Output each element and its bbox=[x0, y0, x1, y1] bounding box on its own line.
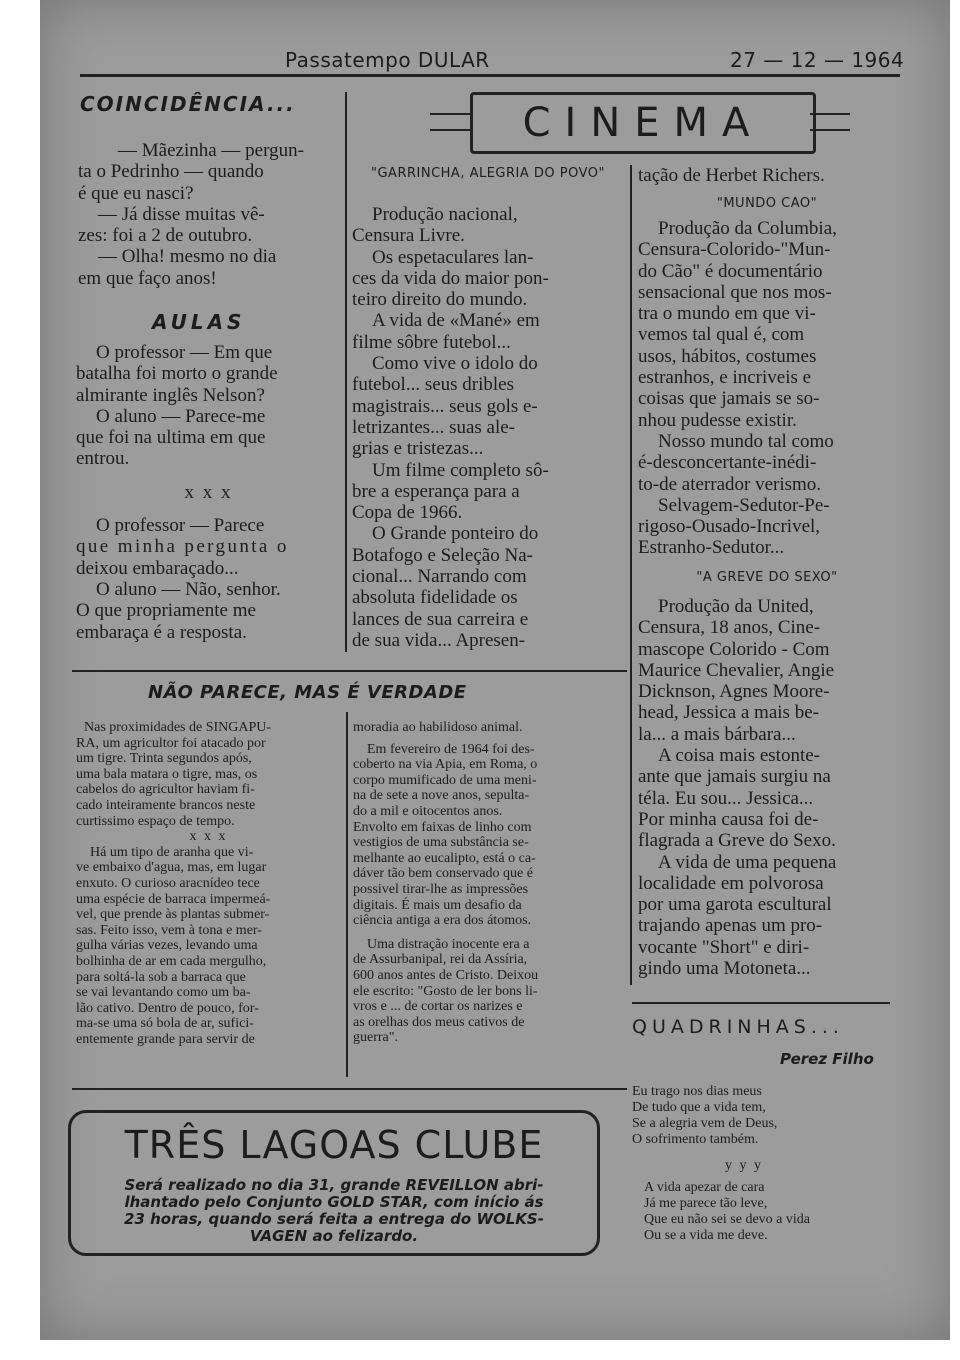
verse-line: O sofrimento também. bbox=[632, 1132, 759, 1147]
aulas-title: AULAS bbox=[152, 310, 246, 334]
text-line: rigoso-Ousado-Incrivel, bbox=[638, 516, 821, 538]
text-line: coberto na via Apia, em Roma, o bbox=[353, 757, 538, 773]
section-rule bbox=[72, 670, 627, 672]
text-line: ele escrito: "Gosto de ler bons li- bbox=[353, 983, 538, 999]
text-line: Nosso mundo tal como bbox=[658, 430, 834, 452]
nao-parece-left bbox=[76, 720, 341, 1047]
text-line: 23 horas, quando será feita a entrega do WOLKS- bbox=[124, 1210, 544, 1228]
text-line: dáver tão bem conservado que é bbox=[353, 866, 533, 882]
text-line: bolhinha de ar em cada mergulho, bbox=[76, 953, 267, 969]
text-line: A vida de «Mané» em bbox=[372, 310, 540, 332]
text-line: filme sôbre futebol... bbox=[352, 331, 511, 353]
verse-line: Se a alegria vem de Deus, bbox=[632, 1116, 778, 1131]
text-line: ces da vida do maior pon- bbox=[352, 267, 549, 289]
text-line: Dicknson, Agnes Moore- bbox=[638, 681, 830, 703]
verse-line: Ou se a vida me deve. bbox=[644, 1228, 768, 1243]
text-line: sensacional que nos mos- bbox=[638, 281, 832, 303]
text-line: melhante ao eucalipto, está o ca- bbox=[353, 850, 536, 866]
text-line: de sua vida... Apresen- bbox=[352, 629, 526, 651]
text-line: Será realizado no dia 31, grande REVEILLON abri- bbox=[124, 1176, 544, 1194]
quadrinhas-title: QUADRINHAS... bbox=[632, 1016, 844, 1038]
text-line: na de sete a nove anos, sepulta- bbox=[353, 788, 530, 804]
text-line: bre a esperança para a bbox=[352, 480, 520, 502]
text-line: absoluta fidelidade os bbox=[352, 587, 518, 609]
text-line: enxuto. O curioso aracnídeo tece bbox=[76, 875, 260, 891]
text-line: vemos tal qual é, com bbox=[638, 324, 805, 346]
column-divider bbox=[630, 165, 632, 985]
text-line: as orelhas dos meus cativos de bbox=[353, 1014, 525, 1030]
text-line: Envolto em faixas de linho com bbox=[353, 819, 532, 835]
text-line: O que propriamente me bbox=[76, 600, 256, 622]
text-line: ma-se uma só bola de ar, sufici- bbox=[76, 1016, 254, 1032]
text-line: futebol... seus dribles bbox=[352, 374, 515, 396]
text-line: la... a mais bárbara... bbox=[638, 723, 796, 745]
text-line: que minha pergunta o bbox=[76, 536, 289, 558]
text-line: ciência antiga a era dos átomos. bbox=[353, 913, 532, 929]
text-line: Botafogo e Seleção Na- bbox=[352, 544, 533, 566]
text-line: gulha várias vezes, levando uma bbox=[76, 938, 258, 954]
cinema-ornament bbox=[430, 113, 470, 131]
nao-parece-right bbox=[353, 720, 625, 1046]
text-line: Censura-Colorido-"Mun- bbox=[638, 239, 831, 261]
text-line: lances de sua carreira e bbox=[352, 608, 529, 630]
text-line: é-desconcertante-inédi- bbox=[638, 452, 817, 474]
text-line: — Mãezinha — pergun- bbox=[118, 140, 304, 161]
text-line: Uma distração inocente era a bbox=[367, 936, 530, 952]
text-line: de Assurbanipal, rei da Assíria, bbox=[353, 952, 528, 968]
text-line: vros e ... de cortar os narizes e bbox=[353, 999, 523, 1015]
text-line: — Olha! mesmo no dia bbox=[98, 246, 277, 268]
greve-text bbox=[638, 596, 896, 979]
text-line: mascope Colorido - Com bbox=[638, 638, 830, 660]
aulas-text bbox=[76, 342, 341, 643]
text-line: Produção da Columbia, bbox=[658, 218, 837, 239]
mundo-cao-text bbox=[638, 218, 896, 559]
text-line: é que eu nasci? bbox=[78, 182, 194, 204]
verse-line: Eu trago nos dias meus bbox=[632, 1084, 762, 1099]
text-line: Censura Livre. bbox=[352, 225, 465, 247]
newspaper-page bbox=[40, 0, 950, 1340]
text-line: moradia ao habilidoso animal. bbox=[353, 720, 523, 735]
verse-line: A vida apezar de cara bbox=[644, 1180, 765, 1195]
text-line: vocante "Short" e diri- bbox=[638, 936, 810, 958]
text-line: ta o Pedrinho — quando bbox=[78, 161, 264, 183]
text-line: teiro direito do mundo. bbox=[352, 289, 528, 311]
nao-parece-title: NÃO PARECE, MAS É VERDADE bbox=[148, 682, 467, 703]
text-line: ante que jamais surgiu na bbox=[638, 766, 831, 788]
text-line: O professor — Parece bbox=[96, 515, 265, 537]
text-line: O professor — Em que bbox=[96, 342, 273, 363]
verse-line: De tudo que a vida tem, bbox=[632, 1100, 766, 1115]
coincidencia-title: COINCIDÊNCIA... bbox=[80, 92, 296, 116]
text-line: almirante inglês Nelson? bbox=[76, 384, 265, 406]
text-line: que foi na ultima em que bbox=[76, 427, 266, 449]
text-line: digitais. É mais um desafio da bbox=[353, 897, 522, 913]
text-line: Produção da United, bbox=[658, 596, 814, 617]
verse-line: Que eu não sei se devo a vida bbox=[644, 1212, 810, 1227]
garrincha-title: "GARRINCHA, ALEGRIA DO POVO" bbox=[371, 166, 605, 181]
text-line: Maurice Chevalier, Angie bbox=[638, 659, 835, 681]
text-line: estranhos, e incriveis e bbox=[638, 367, 812, 389]
separator: y y y bbox=[725, 1158, 763, 1173]
text-line: coisas que jamais se so- bbox=[638, 388, 820, 410]
text-line: Um filme completo sô- bbox=[372, 459, 549, 481]
club-name: TRÊS LAGOAS CLUBE bbox=[124, 1123, 544, 1167]
text-line: cabelos do agricultor haviam fi- bbox=[76, 782, 255, 798]
text-line: trajando apenas um pro- bbox=[638, 915, 823, 937]
cinema-title: CINEMA bbox=[470, 92, 816, 154]
mundo-cao-title: "MUNDO CAO" bbox=[716, 196, 818, 211]
text-line: nhou pudesse existir. bbox=[638, 409, 797, 431]
text-line: — Já disse muitas vê- bbox=[98, 203, 265, 225]
text-line: um tigre. Trinta segundos após, bbox=[76, 751, 252, 767]
text-line: Como vive o idolo do bbox=[372, 353, 538, 375]
text-line: entrou. bbox=[76, 448, 130, 470]
text-line: grias e tristezas... bbox=[352, 438, 484, 460]
text-line: lão cativo. Dentro de pouco, for- bbox=[76, 1000, 259, 1016]
text-line: magistrais... seus gols e- bbox=[352, 395, 538, 417]
text-line: se vai levantando como um ba- bbox=[76, 985, 251, 1001]
section-rule bbox=[72, 1088, 627, 1090]
text-line: em que faço anos! bbox=[78, 267, 217, 289]
publication-name: Passatempo DULAR bbox=[285, 48, 490, 72]
text-line: VAGEN ao felizardo. bbox=[249, 1227, 419, 1245]
text-line: letrizantes... suas ale- bbox=[352, 416, 516, 438]
text-line: Os espetaculares lan- bbox=[372, 246, 534, 268]
text-line: embaraça é a resposta. bbox=[76, 621, 247, 643]
text-line: O aluno — Parece-me bbox=[96, 405, 266, 427]
text-line: Censura, 18 anos, Cine- bbox=[638, 617, 821, 639]
text-line: to-de aterrador verismo. bbox=[638, 473, 822, 495]
text-line: flagrada a Greve do Sexo. bbox=[638, 830, 836, 852]
text-line: do a mil e oitocentos anos. bbox=[353, 803, 503, 819]
text-line: RA, um agricultor foi atacado por bbox=[76, 735, 266, 751]
text-line: cado inteiramente brancos neste bbox=[76, 797, 256, 813]
column-divider bbox=[345, 92, 347, 652]
separator: x x x bbox=[189, 829, 228, 845]
coincidencia-text bbox=[78, 140, 338, 289]
text-line: ve embaixo d'agua, mas, em lugar bbox=[76, 860, 267, 876]
garrincha-continuation: tação de Herbet Richers. bbox=[638, 165, 825, 186]
text-line: Selvagem-Sedutor-Pe- bbox=[658, 494, 830, 516]
text-line: uma espécie de barraca impermeá- bbox=[76, 891, 271, 907]
text-line: para soltá-la sob a barraca que bbox=[76, 969, 246, 985]
text-line: Produção nacional, bbox=[372, 204, 518, 225]
text-line: 600 anos antes de Cristo. Deixou bbox=[353, 967, 539, 983]
text-line: O aluno — Não, senhor. bbox=[96, 578, 281, 600]
text-line: A coisa mais estonte- bbox=[658, 745, 820, 767]
text-line: Há um tipo de aranha que vi- bbox=[90, 844, 254, 860]
verse-line: Já me parece tão leve, bbox=[644, 1196, 768, 1211]
text-line: Em fevereiro de 1964 foi des- bbox=[367, 741, 535, 757]
text-line: tra o mundo em que vi- bbox=[638, 303, 816, 325]
club-advertisement bbox=[68, 1110, 600, 1256]
text-line: batalha foi morto o grande bbox=[76, 363, 278, 385]
text-line: lhantado pelo Conjunto GOLD STAR, com início ás bbox=[124, 1193, 544, 1211]
quadrinhas-author: Perez Filho bbox=[780, 1050, 874, 1068]
text-line: O Grande ponteiro do bbox=[372, 523, 539, 545]
text-line: gindo uma Motoneta... bbox=[638, 958, 811, 980]
masthead-rule bbox=[80, 74, 900, 77]
text-line: por uma garota escultural bbox=[638, 894, 832, 916]
text-line: deixou embaraçado... bbox=[76, 557, 239, 579]
text-line: téla. Eu sou... Jessica... bbox=[638, 787, 814, 809]
club-announcement bbox=[91, 1177, 577, 1245]
text-line: vestigios de uma substância se- bbox=[353, 835, 529, 851]
text-line: corpo mumificado de uma meni- bbox=[353, 772, 537, 788]
text-line: Copa de 1966. bbox=[352, 502, 463, 524]
text-line: sas. Feito isso, vem à tona e mer- bbox=[76, 922, 262, 938]
text-line: zes: foi a 2 de outubro. bbox=[78, 225, 253, 247]
text-line: head, Jessica a mais be- bbox=[638, 702, 819, 724]
text-line: localidade em polvorosa bbox=[638, 872, 824, 894]
text-line: vel, que prende às plantas submer- bbox=[76, 907, 270, 923]
text-line: do Cão" é documentário bbox=[638, 260, 823, 282]
section-rule bbox=[632, 1002, 890, 1004]
text-line: Por minha causa foi de- bbox=[638, 808, 819, 830]
text-line: curtissimo espaço de tempo. bbox=[76, 813, 235, 829]
text-line: A vida de uma pequena bbox=[658, 851, 837, 873]
text-line: possivel tirar-lhe as impressões bbox=[353, 881, 529, 897]
publication-date: 27 — 12 — 1964 bbox=[730, 48, 905, 72]
text-line: uma bala matara o tigre, mas, os bbox=[76, 766, 258, 782]
text-line: cional... Narrando com bbox=[352, 566, 527, 588]
column-divider bbox=[346, 712, 348, 1077]
garrincha-text bbox=[352, 204, 627, 651]
text-line: entemente grande para servir de bbox=[76, 1031, 255, 1047]
cinema-ornament bbox=[810, 113, 850, 131]
greve-title: "A GREVE DO SEXO" bbox=[696, 570, 838, 585]
quadrinhas-stanza-2 bbox=[644, 1180, 894, 1244]
separator: x x x bbox=[184, 481, 233, 503]
quadrinhas-stanza-1 bbox=[632, 1084, 892, 1148]
text-line: Estranho-Sedutor... bbox=[638, 537, 785, 559]
text-line: usos, hábitos, costumes bbox=[638, 345, 817, 367]
text-line: Nas proximidades de SINGAPU- bbox=[84, 720, 272, 735]
text-line: guerra". bbox=[353, 1030, 398, 1046]
